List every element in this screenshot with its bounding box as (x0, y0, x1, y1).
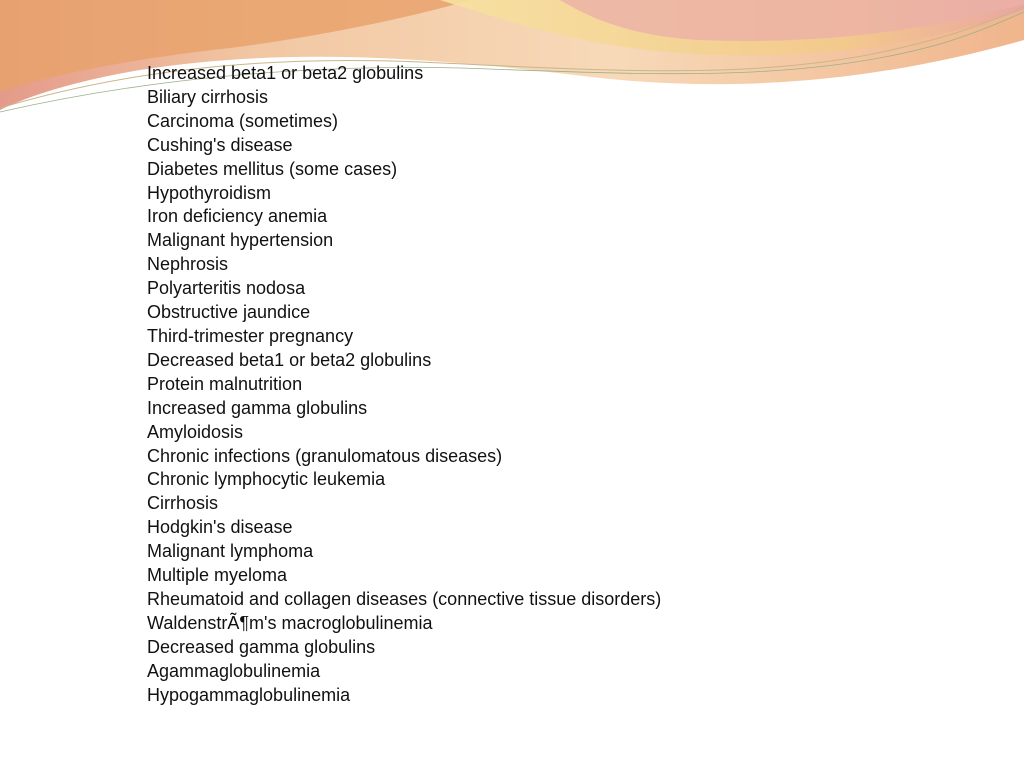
list-item: Hodgkin's disease (147, 517, 293, 538)
list-item: Agammaglobulinemia (147, 660, 321, 681)
list-item: Increased beta1 or beta2 globulins (147, 63, 424, 83)
list-item: Hypogammaglobulinemia (147, 684, 351, 705)
list-item: Nephrosis (147, 254, 229, 275)
list-item: Diabetes mellitus (some cases) (147, 158, 398, 179)
list-item: Decreased gamma globulins (147, 636, 376, 657)
list-item: Cushing's disease (147, 134, 293, 155)
list-item: Malignant hypertension (147, 230, 334, 251)
list-item: Biliary cirrhosis (147, 86, 269, 107)
list-item: Hypothyroidism (147, 182, 272, 203)
list-item: Iron deficiency anemia (147, 206, 328, 227)
globulin-condition-list (147, 62, 661, 707)
list-item: Polyarteritis nodosa (147, 278, 306, 299)
list-item: Malignant lymphoma (147, 541, 314, 562)
list-item: Cirrhosis (147, 493, 219, 514)
list-item: Increased gamma globulins (147, 397, 368, 418)
list-item: Chronic infections (granulomatous diseases) (147, 445, 503, 466)
list-item: WaldenstrÃ¶m's macroglobulinemia (147, 612, 433, 633)
list-item: Carcinoma (sometimes) (147, 110, 339, 131)
list-item: Obstructive jaundice (147, 302, 311, 323)
list-item: Multiple myeloma (147, 565, 288, 586)
list-item: Third-trimester pregnancy (147, 325, 354, 346)
list-item: Decreased beta1 or beta2 globulins (147, 349, 432, 370)
list-item: Chronic lymphocytic leukemia (147, 469, 386, 490)
list-item: Rheumatoid and collagen diseases (connective tissue disorders) (147, 588, 662, 609)
list-item: Protein malnutrition (147, 373, 303, 394)
list-item: Amyloidosis (147, 421, 244, 442)
